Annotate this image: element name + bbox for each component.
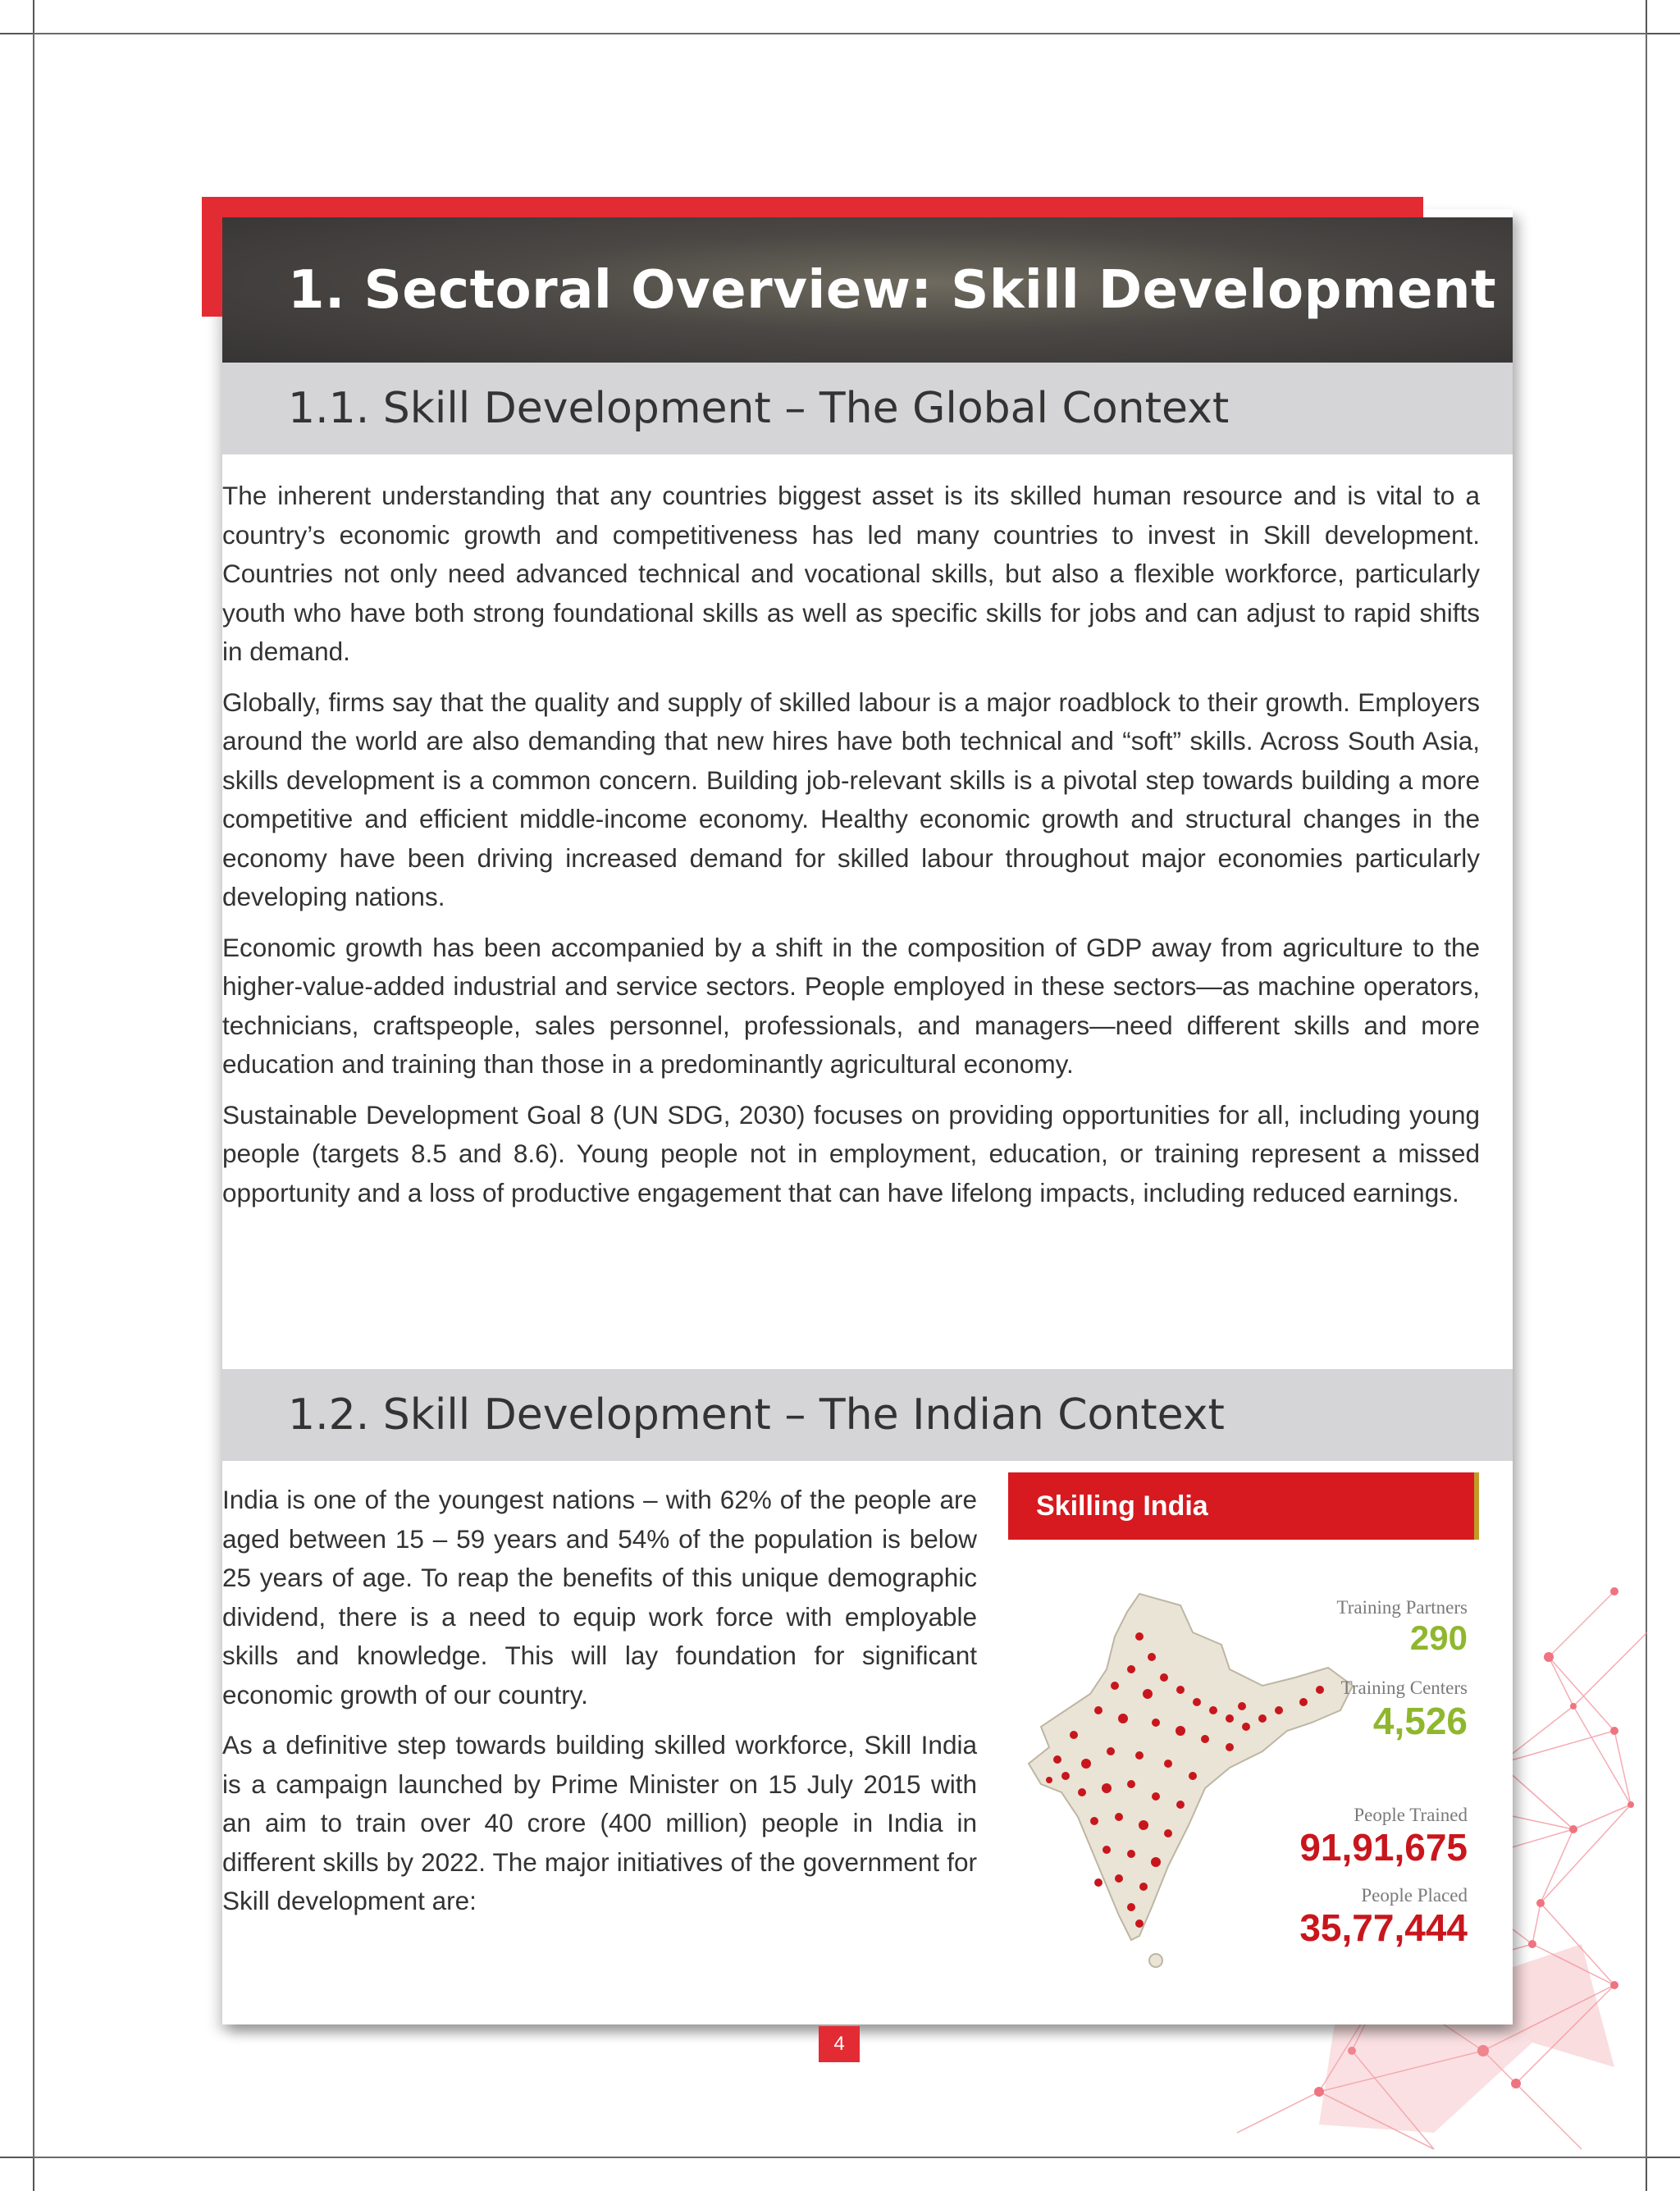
paragraph: Globally, firms say that the quality and supply of skilled labour is a major roadblock to their growth. Employers around the world are also demanding that new hires have both technical and “soft” skills. Across South Asia, skills development is a common concern. Building job-relevant skills is a pivotal step towards building a more competitive and efficient middle-income economy. Healthy economic growth and structural changes in the economy have been driving increased demand for skilled labour throughout major economies particularly developing nations. [222,687,1480,911]
page-title: 1. Sectoral Overview: Skill Development [288,259,1497,321]
skilling-india-infographic [1008,1472,1479,1997]
crop-mark-tr-v [1646,0,1647,33]
section-1-1-banner [222,363,1513,454]
crop-mark-tr [1647,33,1680,34]
stat-value-people-trained: 91,91,675 [1299,1826,1468,1869]
stat-value-training-centers: 4,526 [1372,1700,1468,1742]
section-1-2-body [222,1481,977,1933]
crop-mark-bl-v [33,2158,34,2191]
paragraph: Sustainable Development Goal 8 (UN SDG, 2030) focuses on providing opportunities for all, including young people (targets 8.5 and 8.6). Young people not in employment, education, or training represent a missed opportunity and a loss of productive engagement that can have lifelong impacts, including reduced earnings. [222,1099,1480,1207]
section-1-1-heading: 1.1. Skill Development – The Global Context [288,384,1230,433]
section-1-1-body [222,477,1480,1224]
infographic-header [1008,1472,1479,1540]
stat-label-training-partners: Training Partners [1336,1597,1468,1618]
paragraph: As a definitive step towards building skilled workforce, Skill India is a campaign launched by Prime Minister on 15 July 2015 with an aim to train over 40 crore (400 million) people in India in different skills by 2022. The major initiatives of the government for Skill development are: [222,1730,977,1915]
paragraph: The inherent understanding that any countries biggest asset is its skilled human resource and is vital to a country’s economic growth and competitiveness has led many countries to invest in Skill development. Countries not only need advanced technical and vocational skills, but also a flexible workforce, particularly youth who have both strong foundational skills as well as specific skills for jobs and can adjust to rapid shifts in demand. [222,481,1480,666]
crop-mark-tl [0,33,33,34]
crop-mark-tl-v [33,0,34,33]
section-1-2-banner [222,1369,1513,1461]
crop-mark-br-v [1646,2158,1647,2191]
page-number: 4 [819,2026,860,2062]
title-banner [222,217,1513,363]
stat-value-training-partners: 290 [1409,1618,1468,1657]
stat-value-people-placed: 35,77,444 [1299,1906,1468,1949]
stat-label-training-centers: Training Centers [1340,1677,1468,1698]
crop-mark-bl [0,2157,33,2158]
crop-mark-br [1647,2157,1680,2158]
paragraph: Economic growth has been accompanied by a shift in the composition of GDP away from agriculture to the higher-value-added industrial and service sectors. People employed in these sectors—as machine operators, technicians, craftspeople, sales personnel, professionals, and managers—need different skills and more education and training than those in a predominantly agricultural economy. [222,932,1480,1079]
stat-label-people-placed: People Placed [1361,1885,1468,1906]
paragraph: India is one of the youngest nations – with 62% of the people are aged between 15 – 59 years and 54% of the population is below 25 years of age. To reap the benefits of this unique demographic dividend, there is a need to equip work force with employable skills and knowledge. This will lay foundation for significant economic growth of our country. [222,1485,977,1709]
section-1-2-heading: 1.2. Skill Development – The Indian Context [288,1390,1225,1440]
infographic-title: Skilling India [1036,1490,1208,1522]
stat-label-people-trained: People Trained [1354,1805,1468,1825]
